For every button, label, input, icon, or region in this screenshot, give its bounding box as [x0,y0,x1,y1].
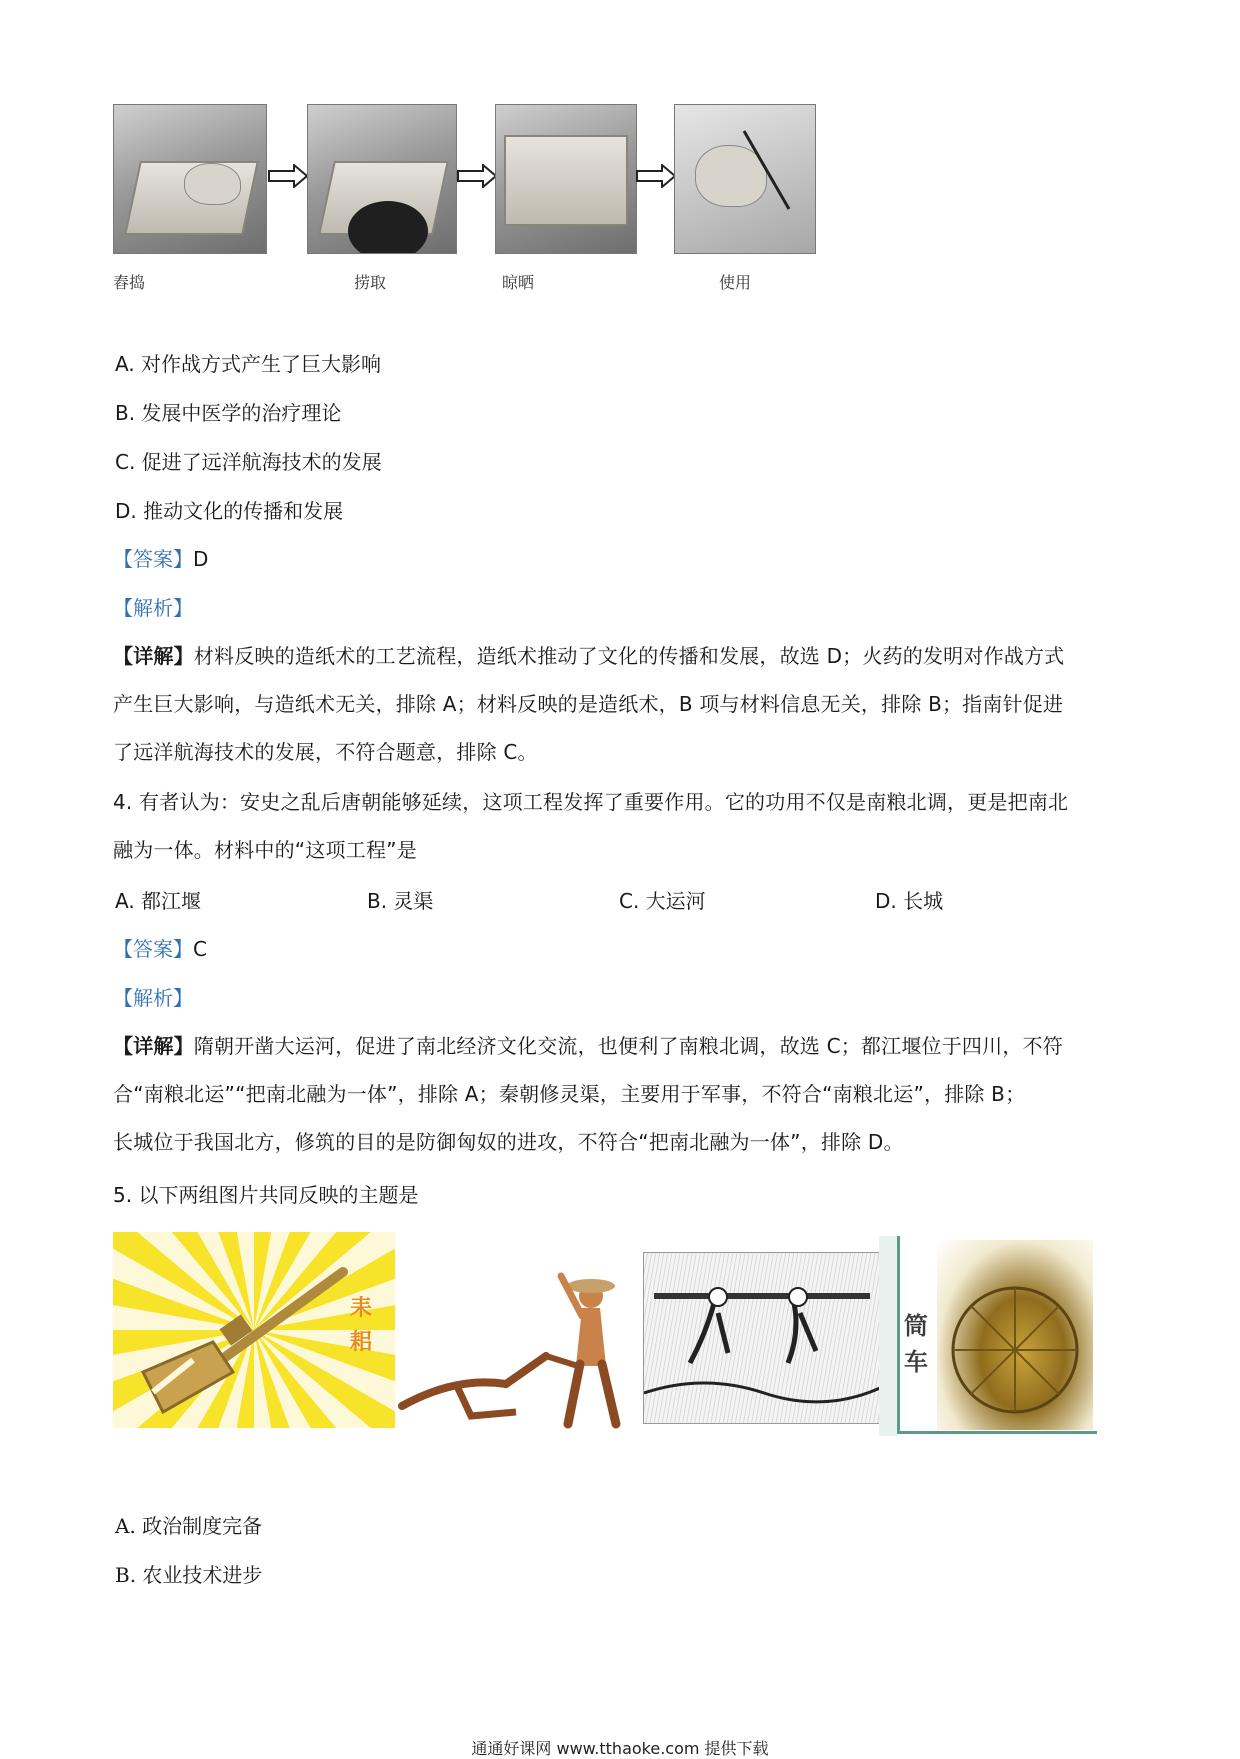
answer-label: 【答案】 [113,937,193,961]
stem-line-2: 融为一体。材料中的“这项工程”是 [113,838,417,862]
arrow-right-icon [268,164,308,188]
q4-option-b: B. 灵渠 [367,889,434,913]
photo-using [674,104,816,254]
waterwheel-image [937,1240,1093,1430]
detail-line-3: 了远洋航海技术的发展，不符合题意，排除 C。 [113,740,538,764]
q4-option-a: A. 都江堰 [115,889,202,913]
detail-label: 【详解】 [113,1034,194,1058]
photo-pounding [113,104,267,254]
arrow-right-icon [457,164,497,188]
answer-value: C [193,937,207,961]
photo-drying [495,104,637,254]
q3-detail [113,632,1133,776]
step-label-pounding: 舂捣 [113,273,146,292]
answer-label: 【答案】 [113,547,193,571]
detail-line-2: 合“南粮北运”“把南北融为一体”，排除 A；秦朝修灵渠，主要用于军事，不符合“南粮北运”，排除 B； [113,1082,1026,1106]
q3-option-d: D. 推动文化的传播和发展 [115,499,344,523]
q4-analysis-label: 【解析】 [113,986,193,1010]
tongche-image [879,1236,1097,1436]
q5-stem: 5. 以下两组图片共同反映的主题是 [113,1183,419,1207]
stem-line-1: 4. 有者认为：安史之乱后唐朝能够延续，这项工程发挥了重要作用。它的功用不仅是南粮北调，更是把南北 [113,790,1069,814]
plough-farmer-drawing [396,1256,640,1432]
q3-analysis-label: 【解析】 [113,596,193,620]
answer-value: D [193,547,209,571]
leisi-tool-icon [123,1252,353,1422]
detail-line-2: 产生巨大影响，与造纸术无关，排除 A；材料反映的是造纸术，B 项与材料信息无关，排除 B；指南针促进 [113,692,1064,716]
q3-option-a: A. 对作战方式产生了巨大影响 [115,352,382,376]
arrow-right-icon [636,164,676,188]
q4-option-d: D. 长城 [875,889,944,913]
detail-line-1: 【详解】材料反映的造纸术的工艺流程，造纸术推动了文化的传播和发展，故选 D；火药的发明对作战方式 [113,644,1065,668]
detail-line-1: 【详解】隋朝开凿大运河，促进了南北经济文化交流，也便利了南粮北调，故选 C；都江堰位于四川，不符 [113,1034,1063,1058]
q4-stem [113,778,1143,874]
q5-option-a: A. 政治制度完备 [115,1514,263,1538]
q3-answer [113,545,208,573]
q3-option-b: B. 发展中医学的治疗理论 [115,401,342,425]
leisi-image [113,1232,395,1428]
q4-detail [113,1022,1133,1166]
q5-option-b: B. 农业技术进步 [115,1563,263,1587]
photo-scooping [307,104,457,254]
q3-option-c: C. 促进了远洋航海技术的发展 [115,450,382,474]
page-footer: 通通好课网 www.tthaoke.com 提供下载 [471,1739,769,1758]
detail-label: 【详解】 [113,644,194,668]
step-label-scooping: 捞取 [354,273,387,292]
leisi-label: 耒耜 [349,1296,372,1355]
q4-option-c: C. 大运河 [619,889,706,913]
detail-line-3: 长城位于我国北方，修筑的目的是防御匈奴的进攻，不符合“把南北融为一体”，排除 D。 [113,1130,904,1154]
q4-answer [113,935,207,963]
irrigation-woodcut-image [643,1252,881,1424]
step-label-using: 使用 [719,273,752,292]
step-label-drying: 晾晒 [502,273,535,292]
tongche-label: 筒车 [904,1312,928,1376]
